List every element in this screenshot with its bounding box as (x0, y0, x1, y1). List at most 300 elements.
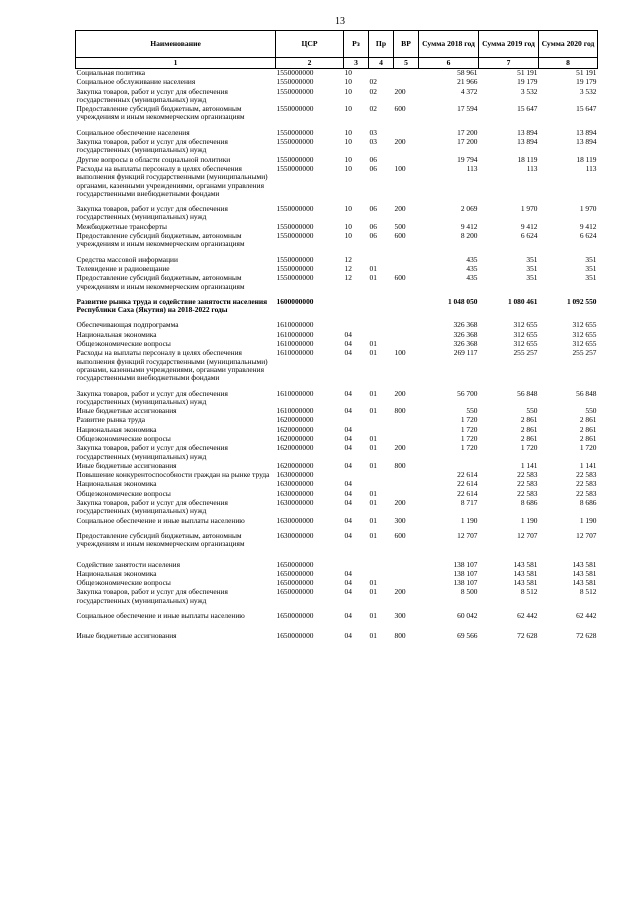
cell-sum-2020: 1 720 (579, 443, 597, 453)
cell-rz: 10 (344, 154, 352, 164)
cell-sum-2018: 138 107 (453, 559, 478, 569)
cell-sum-2019: 19 179 (517, 77, 538, 87)
cell-sum-2018: 9 412 (460, 221, 478, 231)
cell-name: Закупка товаров, работ и услуг для обеспечения государственных (муниципальных) нужд (76, 204, 228, 222)
cell-name: Обеспечивающая подпрограмма (76, 320, 179, 330)
cell-sum-2018: 56 700 (457, 388, 478, 398)
cell-vr (394, 69, 419, 79)
cell-rz: 10 (344, 163, 352, 173)
cell-rz: 04 (344, 611, 352, 621)
table-row (76, 298, 598, 322)
cell-sum-2020: 351 (585, 254, 597, 264)
cell-csr: 1630000000 (276, 498, 314, 508)
cell-pr: 01 (369, 498, 377, 508)
cell-sum-2020: 2 861 (579, 415, 597, 425)
cell-vr: 300 (394, 515, 406, 525)
cell-name: Повышение конкурентоспособности граждан на рынке труда (76, 470, 270, 480)
cell-sum-2019: 1 190 (520, 515, 538, 525)
cell-rz: 04 (344, 568, 352, 578)
cell-sum-2020: 312 655 (572, 329, 597, 339)
cell-pr: 01 (369, 631, 377, 641)
cell-sum-2019: 255 257 (513, 348, 538, 358)
col-number: 3 (344, 58, 369, 69)
cell-sum-2020: 255 257 (572, 348, 597, 358)
cell-rz: 10 (344, 221, 352, 231)
cell-sum-2020: 1 092 550 (566, 296, 597, 306)
cell-sum-2018: 19 794 (457, 154, 478, 164)
cell-sum-2019: 22 583 (517, 479, 538, 489)
cell-pr: 02 (369, 86, 377, 96)
table-row (76, 349, 598, 389)
cell-vr: 600 (394, 273, 406, 283)
cell-sum-2019: 143 581 (513, 578, 538, 588)
cell-csr: 1620000000 (276, 424, 314, 434)
cell-vr: 600 (394, 530, 406, 540)
cell-sum-2019: 12 707 (517, 530, 538, 540)
cell-rz: 04 (344, 479, 352, 489)
cell-sum-2019: 312 655 (513, 329, 538, 339)
header-row (76, 31, 598, 58)
cell-pr: 01 (369, 488, 377, 498)
cell-csr: 1550000000 (276, 273, 314, 283)
cell-sum-2019: 56 848 (517, 388, 538, 398)
cell-rz: 04 (344, 460, 352, 470)
col-number: 8 (539, 58, 598, 69)
cell-sum-2020: 22 583 (576, 479, 597, 489)
cell-rz: 10 (344, 77, 352, 87)
cell-sum-2020: 13 894 (576, 127, 597, 137)
cell-sum-2019: 1 970 (520, 204, 538, 214)
cell-name: Общеэкономические вопросы (76, 578, 171, 588)
cell-pr: 02 (369, 104, 377, 114)
cell-name: Национальная экономика (76, 329, 157, 339)
cell-vr: 800 (394, 460, 406, 470)
cell-csr: 1550000000 (276, 104, 314, 114)
cell-csr: 1620000000 (276, 415, 314, 425)
cell-sum-2019: 9 412 (520, 221, 538, 231)
cell-pr: 06 (369, 154, 377, 164)
cell-csr: 1550000000 (276, 68, 314, 77)
cell-sum-2020: 72 628 (576, 631, 597, 641)
column-number-row (76, 58, 598, 69)
cell-name: Иные бюджетные ассигнования (76, 460, 177, 470)
col-header-2020: Сумма 2020 год (539, 31, 598, 58)
table-row (76, 232, 598, 256)
cell-csr: 1650000000 (276, 568, 314, 578)
cell-csr: 1650000000 (276, 611, 314, 621)
cell-name: Предоставление субсидий бюджетным, автономным учреждениям и иным некоммерческим организациям (76, 273, 245, 291)
cell-name: Развитие рынка труда (76, 415, 145, 425)
cell-vr: 100 (394, 348, 406, 358)
cell-sum-2019: 2 861 (520, 424, 538, 434)
table-body (76, 69, 598, 642)
cell-csr: 1600000000 (276, 296, 314, 306)
cell-sum-2018: 22 614 (457, 488, 478, 498)
cell-pr: 03 (369, 127, 377, 137)
cell-sum-2020: 113 (585, 163, 597, 173)
col-header-vr: ВР (394, 31, 419, 58)
cell-csr: 1550000000 (276, 254, 314, 264)
cell-sum-2019: 72 628 (517, 631, 538, 641)
cell-rz: 10 (344, 86, 352, 96)
cell-sum-2019: 8 686 (520, 498, 538, 508)
cell-sum-2019: 351 (526, 273, 538, 283)
cell-rz: 04 (344, 329, 352, 339)
cell-name: Национальная экономика (76, 479, 157, 489)
cell-sum-2018: 60 042 (457, 611, 478, 621)
cell-sum-2018: 69 566 (457, 631, 478, 641)
cell-name: Иные бюджетные ассигнования (76, 631, 177, 641)
cell-vr: 200 (394, 388, 406, 398)
cell-pr: 02 (369, 77, 377, 87)
cell-rz: 10 (344, 68, 352, 77)
cell-sum-2020: 351 (585, 263, 597, 273)
cell-rz: 10 (344, 231, 352, 241)
col-number: 2 (276, 58, 344, 69)
cell-sum-2019: 1 141 (520, 460, 538, 470)
cell-rz: 04 (344, 443, 352, 453)
cell-sum-2018: 138 107 (453, 578, 478, 588)
cell-rz: 04 (344, 388, 352, 398)
cell-sum-2019: 351 (526, 254, 538, 264)
cell-name: Социальное обслуживание населения (76, 77, 196, 87)
cell-csr: 1550000000 (276, 263, 314, 273)
cell-name: Общеэкономические вопросы (76, 339, 171, 349)
cell-rz: 04 (344, 488, 352, 498)
cell-vr (394, 331, 419, 340)
cell-sum-2019: 13 894 (517, 137, 538, 147)
cell-sum-2020: 13 894 (576, 137, 597, 147)
cell-vr (394, 416, 419, 425)
cell-vr: 600 (394, 231, 406, 241)
cell-sum-2019: 1 080 461 (507, 296, 538, 306)
cell-sum-2018: 22 614 (457, 479, 478, 489)
cell-sum-2018: 435 (466, 254, 478, 264)
cell-sum-2020: 22 583 (576, 470, 597, 480)
cell-pr: 01 (369, 578, 377, 588)
cell-sum-2019: 351 (526, 263, 538, 273)
cell-vr (394, 480, 419, 489)
cell-csr: 1550000000 (276, 137, 314, 147)
cell-pr: 01 (369, 406, 377, 416)
col-number: 1 (76, 58, 276, 69)
cell-sum-2020: 56 848 (576, 388, 597, 398)
cell-vr: 200 (394, 587, 406, 597)
table-row (76, 205, 598, 223)
table-row (76, 165, 598, 205)
cell-pr: 01 (369, 433, 377, 443)
cell-sum-2018: 1 720 (460, 443, 478, 453)
cell-rz: 04 (344, 424, 352, 434)
cell-vr: 800 (394, 631, 406, 641)
cell-name: Предоставление субсидий бюджетным, автономным учреждениям и иным некоммерческим организациям (76, 530, 245, 549)
cell-rz: 10 (344, 104, 352, 114)
cell-sum-2019: 13 894 (517, 127, 538, 137)
cell-sum-2019: 8 512 (520, 587, 538, 597)
cell-rz: 10 (344, 127, 352, 137)
cell-sum-2020: 1 141 (579, 460, 597, 470)
cell-sum-2020: 18 119 (576, 154, 597, 164)
cell-csr: 1610000000 (276, 388, 314, 398)
cell-rz: 12 (344, 254, 352, 264)
cell-vr: 200 (394, 204, 406, 214)
cell-sum-2018: 435 (466, 263, 478, 273)
cell-name: Содействие занятости населения (76, 559, 181, 569)
cell-name: Закупка товаров, работ и услуг для обеспечения государственных (муниципальных) нужд (76, 498, 228, 516)
cell-name: Закупка товаров, работ и услуг для обеспечения государственных (муниципальных) нужд (76, 137, 228, 155)
cell-sum-2019: 1 720 (520, 443, 538, 453)
cell-sum-2018: 435 (466, 273, 478, 283)
cell-pr: 01 (369, 611, 377, 621)
cell-sum-2020: 143 581 (572, 578, 597, 588)
table-row (76, 407, 598, 416)
cell-pr: 01 (369, 443, 377, 453)
cell-vr: 500 (394, 221, 406, 231)
cell-pr (369, 561, 394, 570)
cell-sum-2020: 8 686 (579, 498, 597, 508)
cell-pr (369, 471, 394, 480)
cell-rz: 10 (344, 137, 352, 147)
table-row (76, 390, 598, 408)
cell-sum-2019: 6 624 (520, 231, 538, 241)
cell-vr: 100 (394, 163, 406, 173)
table-row (76, 532, 598, 561)
cell-sum-2018: 8 717 (460, 498, 478, 508)
cell-csr: 1620000000 (276, 433, 314, 443)
cell-name: Средства массовой информации (76, 254, 178, 264)
cell-csr: 1550000000 (276, 163, 314, 173)
cell-csr: 1550000000 (276, 221, 314, 231)
cell-pr: 06 (369, 204, 377, 214)
col-header-2019: Сумма 2019 год (479, 31, 539, 58)
cell-csr: 1610000000 (276, 339, 314, 349)
cell-name: Расходы на выплаты персоналу в целях обеспечения выполнения функций государственными (муниципальными) органами, казенными учреждениями, органами управления государственными внебюджетными фондами (76, 163, 268, 198)
col-header-rz: Рз (344, 31, 369, 58)
cell-name: Предоставление субсидий бюджетным, автономным учреждениям и иным некоммерческим организациям (76, 231, 245, 249)
cell-sum-2020: 143 581 (572, 568, 597, 578)
cell-pr: 01 (369, 388, 377, 398)
cell-csr: 1650000000 (276, 559, 314, 569)
cell-name: Предоставление субсидий бюджетным, автономным учреждениям и иным некоммерческим организациям (76, 104, 245, 122)
cell-rz: 04 (344, 631, 352, 641)
cell-vr: 300 (394, 611, 406, 621)
cell-rz: 04 (344, 498, 352, 508)
cell-rz: 04 (344, 587, 352, 597)
cell-pr: 06 (369, 231, 377, 241)
cell-name: Иные бюджетные ассигнования (76, 406, 177, 416)
cell-sum-2020: 351 (585, 273, 597, 283)
col-header-pr: Пр (369, 31, 394, 58)
cell-rz: 04 (344, 530, 352, 540)
cell-rz: 12 (344, 263, 352, 273)
cell-name: Телевидение и радиовещание (76, 263, 170, 273)
cell-pr (369, 416, 394, 425)
table-row (76, 138, 598, 156)
cell-csr: 1610000000 (276, 320, 314, 330)
col-number: 7 (479, 58, 539, 69)
cell-csr: 1550000000 (276, 127, 314, 137)
cell-sum-2018: 12 707 (457, 530, 478, 540)
cell-sum-2020: 51 191 (576, 68, 597, 77)
cell-sum-2018: 326 368 (453, 329, 478, 339)
cell-name: Социальное обеспечение и иные выплаты населению (76, 611, 245, 621)
cell-rz: 10 (344, 204, 352, 214)
cell-name: Другие вопросы в области социальной политики (76, 154, 231, 164)
cell-sum-2020: 1 190 (579, 515, 597, 525)
cell-pr: 06 (369, 221, 377, 231)
cell-rz: 04 (344, 515, 352, 525)
cell-sum-2019: 51 191 (517, 68, 538, 77)
table-row (76, 274, 598, 298)
cell-csr: 1550000000 (276, 154, 314, 164)
cell-pr: 06 (369, 163, 377, 173)
cell-sum-2020: 15 647 (576, 104, 597, 114)
cell-csr: 1630000000 (276, 470, 314, 480)
cell-name: Социальная политика (76, 68, 146, 77)
cell-sum-2018: 8 500 (460, 587, 478, 597)
cell-vr: 200 (394, 86, 406, 96)
cell-vr: 200 (394, 498, 406, 508)
cell-rz: 04 (344, 339, 352, 349)
cell-vr (394, 321, 419, 330)
cell-csr: 1630000000 (276, 479, 314, 489)
cell-pr: 01 (369, 460, 377, 470)
cell-sum-2020: 22 583 (576, 488, 597, 498)
cell-name: Общеэкономические вопросы (76, 488, 171, 498)
cell-sum-2020: 8 512 (579, 587, 597, 597)
cell-sum-2018: 21 966 (457, 77, 478, 87)
cell-vr: 600 (394, 104, 406, 114)
cell-sum-2019: 18 119 (517, 154, 538, 164)
cell-sum-2020: 143 581 (572, 559, 597, 569)
cell-pr: 01 (369, 348, 377, 358)
cell-pr (369, 321, 394, 330)
cell-vr: 200 (394, 443, 406, 453)
cell-sum-2018: 1 720 (460, 424, 478, 434)
cell-sum-2018: 8 200 (460, 231, 478, 241)
cell-name: Развитие рынка труда и содействие занятости населения Республики Саха (Якутия) на 2018-2022 годы (76, 296, 268, 315)
cell-sum-2019: 312 655 (513, 339, 538, 349)
col-header-csr: ЦСР (276, 31, 344, 58)
cell-sum-2020: 312 655 (572, 339, 597, 349)
cell-sum-2018: 269 117 (453, 348, 478, 358)
cell-csr: 1630000000 (276, 488, 314, 498)
cell-sum-2019: 3 532 (520, 86, 538, 96)
cell-sum-2019: 312 655 (513, 320, 538, 330)
cell-rz: 04 (344, 406, 352, 416)
col-header-name: Наименование (76, 31, 276, 58)
cell-sum-2018: 550 (466, 406, 478, 416)
budget-table (75, 30, 598, 642)
cell-sum-2020: 62 442 (576, 611, 597, 621)
cell-name: Закупка товаров, работ и услуг для обеспечения государственных (муниципальных) нужд (76, 443, 228, 461)
col-number: 5 (394, 58, 419, 69)
cell-sum-2018: 113 (466, 163, 478, 173)
cell-pr: 01 (369, 273, 377, 283)
cell-rz: 04 (344, 578, 352, 588)
cell-sum-2019: 62 442 (517, 611, 538, 621)
cell-pr (369, 298, 394, 322)
cell-vr (394, 426, 419, 435)
cell-csr: 1620000000 (276, 460, 314, 470)
cell-sum-2018: 1 720 (460, 433, 478, 443)
cell-csr: 1550000000 (276, 77, 314, 87)
col-header-2018: Сумма 2018 год (419, 31, 479, 58)
cell-pr: 03 (369, 137, 377, 147)
cell-csr: 1650000000 (276, 578, 314, 588)
cell-sum-2020: 6 624 (579, 231, 597, 241)
page-number: 13 (335, 16, 345, 27)
table-row (76, 612, 598, 632)
cell-sum-2018: 326 368 (453, 339, 478, 349)
cell-sum-2019: 143 581 (513, 568, 538, 578)
cell-sum-2018: 17 200 (457, 127, 478, 137)
cell-sum-2018: 1 048 050 (447, 296, 478, 306)
cell-sum-2019: 15 647 (517, 104, 538, 114)
cell-sum-2018: 326 368 (453, 320, 478, 330)
cell-sum-2018: 1 720 (460, 415, 478, 425)
cell-sum-2018: 17 594 (457, 104, 478, 114)
cell-name: Закупка товаров, работ и услуг для обеспечения государственных (муниципальных) нужд (76, 86, 228, 104)
cell-sum-2018: 17 200 (457, 137, 478, 147)
cell-vr: 200 (394, 137, 406, 147)
cell-name: Национальная экономика (76, 568, 157, 578)
cell-rz: 04 (344, 433, 352, 443)
cell-csr: 1650000000 (276, 587, 314, 597)
cell-sum-2019: 550 (526, 406, 538, 416)
cell-csr: 1550000000 (276, 204, 314, 214)
cell-vr (394, 471, 419, 480)
cell-name: Закупка товаров, работ и услуг для обеспечения государственных (муниципальных) нужд (76, 587, 228, 605)
cell-vr (394, 561, 419, 570)
cell-csr: 1610000000 (276, 348, 314, 358)
cell-vr: 800 (394, 406, 406, 416)
cell-sum-2019: 2 861 (520, 415, 538, 425)
cell-csr: 1630000000 (276, 515, 314, 525)
cell-pr: 01 (369, 339, 377, 349)
cell-sum-2018: 1 190 (460, 515, 478, 525)
cell-csr: 1610000000 (276, 329, 314, 339)
cell-sum-2018: 22 614 (457, 470, 478, 480)
cell-sum-2019: 22 583 (517, 488, 538, 498)
cell-name: Закупка товаров, работ и услуг для обеспечения государственных (муниципальных) нужд (76, 388, 228, 406)
col-number: 4 (369, 58, 394, 69)
cell-pr: 01 (369, 530, 377, 540)
cell-sum-2020: 312 655 (572, 320, 597, 330)
cell-vr (394, 256, 419, 265)
cell-pr: 01 (369, 587, 377, 597)
cell-sum-2020: 19 179 (576, 77, 597, 87)
cell-sum-2019: 22 583 (517, 470, 538, 480)
table-row (76, 444, 598, 462)
cell-csr: 1610000000 (276, 406, 314, 416)
cell-csr: 1550000000 (276, 86, 314, 96)
cell-name: Социальное обеспечение населения (76, 127, 190, 137)
cell-name: Социальное обеспечение и иные выплаты населению (76, 515, 245, 525)
cell-csr: 1630000000 (276, 530, 314, 540)
cell-rz: 04 (344, 348, 352, 358)
table-row (76, 88, 598, 106)
col-number: 6 (419, 58, 479, 69)
cell-sum-2020: 9 412 (579, 221, 597, 231)
cell-rz (344, 298, 369, 322)
table-row (76, 632, 598, 641)
cell-name: Расходы на выплаты персоналу в целях обеспечения выполнения функций государственными (муниципальными) органами, казенными учреждениями, органами управления государственными внебюджетными фондами (76, 348, 268, 383)
table-row (76, 105, 598, 129)
cell-sum-2020: 3 532 (579, 86, 597, 96)
cell-sum-2020: 2 861 (579, 433, 597, 443)
cell-sum-2019: 2 861 (520, 433, 538, 443)
